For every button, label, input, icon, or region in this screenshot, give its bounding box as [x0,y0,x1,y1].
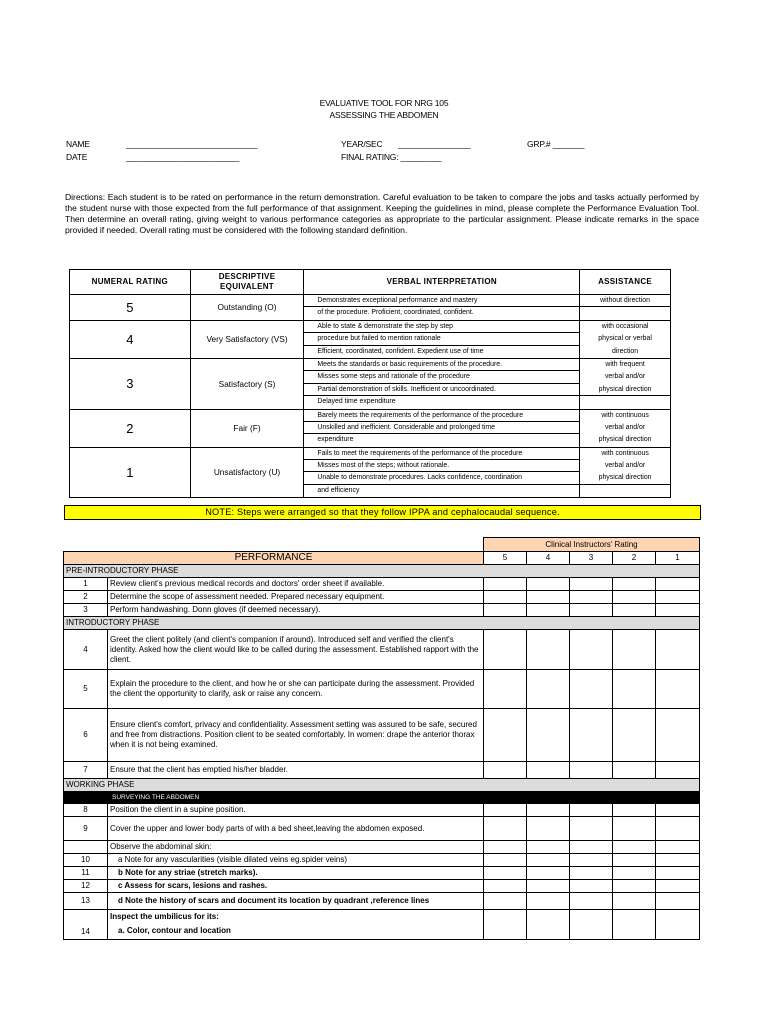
rating-cell[interactable] [527,854,570,867]
rating-cell[interactable] [484,910,527,940]
descriptive-equivalent: Very Satisfactory (VS) [190,320,304,358]
verbal-line: Unable to demonstrate procedures. Lacks confidence, coordination [304,472,579,484]
step-number: 14 [64,910,108,940]
final-rating-field[interactable]: FINAL RATING: _________ [341,152,442,162]
rating-cell[interactable] [656,804,700,817]
step-text: d Note the history of scars and document its location by quadrant ,reference lines [108,893,484,910]
rating-header-row [70,270,671,295]
rating-col-5: 5 [484,552,527,565]
step-number: 8 [64,804,108,817]
phase-row [64,779,700,792]
step-text: Observe the abdominal skin: [108,841,484,854]
rating-cell[interactable] [527,867,570,880]
rating-cell[interactable] [570,670,613,709]
rating-cell[interactable] [484,893,527,910]
working-phase: WORKING PHASE [64,779,700,792]
rating-cell[interactable] [613,604,656,617]
rating-cell[interactable] [613,630,656,670]
phase-row [64,565,700,578]
rating-cell[interactable] [484,854,527,867]
step-text [108,910,484,940]
descriptive-equivalent-header: DESCRIPTIVE EQUIVALENT [190,270,304,295]
numeral-rating: 3 [70,358,191,409]
rating-cell[interactable] [570,910,613,940]
rating-cell[interactable] [484,841,527,854]
rating-cell[interactable] [484,709,527,762]
step-number [64,841,108,854]
introductory-phase: INTRODUCTORY PHASE [64,617,700,630]
verbal-line: Unskilled and inefficient. Considerable and prolonged time [304,422,579,434]
assist-line: verbal and/or [604,373,646,381]
table-row [64,880,700,893]
rating-cell[interactable] [527,804,570,817]
rating-cell[interactable] [484,604,527,617]
verbal-line: Able to state & demonstrate the step by step [304,321,579,333]
assist-line [580,485,670,497]
date-field[interactable]: _________________________ [126,152,240,162]
verbal-line: of the procedure. Proficient, coordinated, confident. [317,309,474,317]
blank-header [64,538,484,552]
section-bar-row [64,792,700,804]
rating-cell[interactable] [527,630,570,670]
verbal-interpretation [304,447,580,498]
directions-text: Directions: Each student is to be rated on performance in the return demonstration. Careful evaluation to be taken to compare the jobs and tasks actually performed by the student nurse with those expected from the full performance of that assignment. Keeping the guidelines in mind, please complete the Performance Evaluation Tool. Then determine an overall rating, giving weight to various performance categories as appropriate to the particular assignment. Please indicate remarks in the space provided if needed. Overall rating must be considered with the following standard definition. [65,192,699,235]
step-text: Review client's previous medical records and doctors' order sheet if available. [108,578,484,591]
rating-col-3: 3 [570,552,613,565]
step-text: Cover the upper and lower body parts of with a bed sheet,leaving the abdomen exposed. [108,817,484,841]
verbal-line: Meets the standards or basic requirements of the procedure. [304,359,579,371]
umbilicus-heading: Inspect the umbilicus for its: [110,912,219,921]
rating-cell[interactable] [570,762,613,779]
group-number-field[interactable]: GRP.# _______ [527,139,585,149]
rating-cell[interactable] [570,630,613,670]
table-row [64,841,700,854]
rating-cell[interactable] [613,817,656,841]
rating-cell[interactable] [527,817,570,841]
rating-cell[interactable] [656,817,700,841]
rating-cell[interactable] [656,880,700,893]
rating-cell[interactable] [613,880,656,893]
rating-cell[interactable] [613,867,656,880]
table-row [64,604,700,617]
step-text: Explain the procedure to the client, and how he or she can participate during the assessment. Provided the client the opportunity to clarify, ask or raise any concern. [108,670,484,709]
assist-line [580,307,670,319]
rating-scale-table [69,269,671,498]
rating-cell[interactable] [656,867,700,880]
step-text: Determine the scope of assessment needed. Prepared necessary equipment. [108,591,484,604]
rating-cell[interactable] [570,854,613,867]
rating-cell[interactable] [656,893,700,910]
rating-cell[interactable] [484,762,527,779]
verbal-line: and efficiency [317,486,360,494]
rating-cell[interactable] [527,578,570,591]
rating-cell[interactable] [484,630,527,670]
table-row [64,762,700,779]
rating-cell[interactable] [527,591,570,604]
rating-cell[interactable] [570,817,613,841]
assist-line: with occasional [601,322,649,330]
step-text: Position the client in a supine position. [108,804,484,817]
verbal-interpretation [304,295,580,321]
rating-cell[interactable] [484,817,527,841]
rating-cell[interactable] [570,867,613,880]
rating-cell[interactable] [570,893,613,910]
descriptive-equivalent: Outstanding (O) [190,295,304,321]
rating-cell[interactable] [484,578,527,591]
step-number: 2 [64,591,108,604]
surveying-section-bar: SURVEYING THE ABDOMEN [64,792,700,804]
name-field[interactable]: _____________________________ [126,139,258,149]
step-number: 10 [64,854,108,867]
rating-cell[interactable] [570,604,613,617]
table-row [64,578,700,591]
rating-cell[interactable] [656,630,700,670]
rating-col-1: 1 [656,552,700,565]
pre-introductory-phase: PRE-INTRODUCTORY PHASE [64,565,700,578]
form-subtitle: ASSESSING THE ABDOMEN [329,110,439,120]
rating-cell[interactable] [656,670,700,709]
table-row [64,709,700,762]
performance-header: PERFORMANCE [64,552,484,565]
rating-col-4: 4 [527,552,570,565]
rating-cell[interactable] [613,804,656,817]
table-row [64,910,700,940]
assist-line: with frequent [605,360,645,368]
rating-cell[interactable] [484,591,527,604]
descriptive-equivalent: Satisfactory (S) [190,358,304,409]
verbal-interpretation [304,320,580,358]
assist-line: verbal and/or [604,462,646,470]
rating-cell[interactable] [527,910,570,940]
verbal-line: Misses some steps and rationale of the procedure [304,371,579,383]
rating-cell[interactable] [656,854,700,867]
rating-cell[interactable] [613,910,656,940]
evaluation-table [63,537,700,940]
verbal-line: Fails to meet the requirements of the performance of the procedure [304,448,579,460]
rating-cell[interactable] [656,591,700,604]
performance-header-row [64,552,700,565]
step-number: 12 [64,880,108,893]
assist-line: verbal and/or [604,423,646,431]
rating-cell[interactable] [656,709,700,762]
step-number: 1 [64,578,108,591]
rating-row [70,358,671,409]
step-number: 5 [64,670,108,709]
table-row [64,630,700,670]
yearsec-field[interactable]: ________________ [398,139,471,149]
rating-cell[interactable] [613,591,656,604]
verbal-line: expenditure [317,436,354,444]
assist-line [580,396,670,408]
rating-col-2: 2 [613,552,656,565]
rating-cell[interactable] [613,709,656,762]
form-title: EVALUATIVE TOOL FOR NRG 105 [319,98,449,108]
rating-cell[interactable] [527,709,570,762]
assist-line: physical direction [598,436,652,444]
verbal-line: Efficient, coordinated, confident. Expedient use of time [317,347,484,355]
assistance-header: ASSISTANCE [580,270,671,295]
step-text: a Note for any vascularities (visible dilated veins eg.spider veins) [108,854,484,867]
assist-line: physical direction [580,384,670,396]
rating-row [70,447,671,498]
rating-cell[interactable] [527,604,570,617]
verbal-interpretation [304,409,580,447]
rating-cell[interactable] [527,762,570,779]
step-number: 6 [64,709,108,762]
rating-row [70,320,671,358]
step-number: 11 [64,867,108,880]
step-number: 4 [64,630,108,670]
numeral-rating-header: NUMERAL RATING [70,270,191,295]
table-row [64,817,700,841]
numeral-rating: 5 [70,295,191,321]
step-number: 3 [64,604,108,617]
rating-cell[interactable] [613,762,656,779]
verbal-interpretation-header: VERBAL INTERPRETATION [304,270,580,295]
assistance [580,409,671,447]
verbal-line: Barely meets the requirements of the performance of the procedure [304,410,579,422]
numeral-rating: 2 [70,409,191,447]
step-text: c Assess for scars, lesions and rashes. [108,880,484,893]
rating-cell[interactable] [570,880,613,893]
phase-row [64,617,700,630]
rating-cell[interactable] [570,578,613,591]
assist-line: with continuous [601,411,649,419]
table-row [64,591,700,604]
rating-cell[interactable] [656,841,700,854]
rating-cell[interactable] [656,578,700,591]
rating-cell[interactable] [613,854,656,867]
rating-cell[interactable] [570,841,613,854]
step-text: Ensure client's comfort, privacy and confidentiality. Assessment setting was assured to be safe, secured and free from distractions. Position client to be seated comfortably. In women: drape the anterior thorax when it is not being examined. [108,709,484,762]
rating-cell[interactable] [527,841,570,854]
verbal-line: procedure but failed to mention rationale [304,333,579,345]
yearsec-label: YEAR/SEC [341,139,383,149]
rating-cell[interactable] [570,709,613,762]
step-number: 9 [64,817,108,841]
rating-row [70,409,671,447]
assistance [580,358,671,409]
rating-cell[interactable] [656,604,700,617]
rating-cell[interactable] [570,804,613,817]
rating-cell[interactable] [656,910,700,940]
verbal-interpretation [304,358,580,409]
rating-cell[interactable] [484,867,527,880]
numeral-rating: 4 [70,320,191,358]
assist-line: without direction [580,295,670,307]
descriptive-equivalent: Unsatisfactory (U) [190,447,304,498]
verbal-line: Demonstrates exceptional performance and mastery [304,295,579,307]
step-text: Perform handwashing. Donn gloves (if deemed necessary). [108,604,484,617]
descriptive-equivalent: Fair (F) [190,409,304,447]
rating-row [70,295,671,321]
table-row [64,893,700,910]
assistance [580,447,671,498]
assist-line: physical direction [580,472,670,484]
table-row [64,867,700,880]
verbal-line: Misses most of the steps; without rationale. [304,460,579,472]
assistance [580,320,671,358]
step-number: 13 [64,893,108,910]
rating-cell[interactable] [484,804,527,817]
verbal-line: Partial demonstration of skills. Inefficient or uncoordinated. [304,384,579,396]
verbal-line: Delayed time expenditure [317,398,396,406]
umbilicus-sub: a. Color, contour and location [118,926,231,935]
assist-line: with continuous [601,449,649,457]
rating-cell[interactable] [656,762,700,779]
table-row [64,854,700,867]
table-row [64,670,700,709]
ci-rating-header: Clinical Instructors' Rating [484,538,700,552]
assist-line: direction [612,347,639,355]
rating-cell[interactable] [527,880,570,893]
rating-cell[interactable] [527,893,570,910]
date-label: DATE [66,152,88,162]
rating-cell[interactable] [527,670,570,709]
step-number: 7 [64,762,108,779]
rating-cell[interactable] [570,591,613,604]
assistance [580,295,671,321]
rating-cell[interactable] [613,670,656,709]
step-text: Ensure that the client has emptied his/her bladder. [108,762,484,779]
rating-cell[interactable] [484,670,527,709]
numeral-rating: 1 [70,447,191,498]
rating-cell[interactable] [613,578,656,591]
name-label: NAME [66,139,90,149]
rating-cell[interactable] [484,880,527,893]
rating-cell[interactable] [613,893,656,910]
assist-line: physical or verbal [598,335,652,343]
ci-header-row [64,538,700,552]
table-row [64,804,700,817]
rating-cell[interactable] [613,841,656,854]
step-text: b Note for any striae (stretch marks). [108,867,484,880]
step-text: Greet the client politely (and client's companion if around). Introduced self and verified the client's identity. Asked how the client would like to be called during the assessment. Established rapport with the client. [108,630,484,670]
note-banner: NOTE: Steps were arranged so that they follow IPPA and cephalocaudal sequence. [64,505,701,520]
